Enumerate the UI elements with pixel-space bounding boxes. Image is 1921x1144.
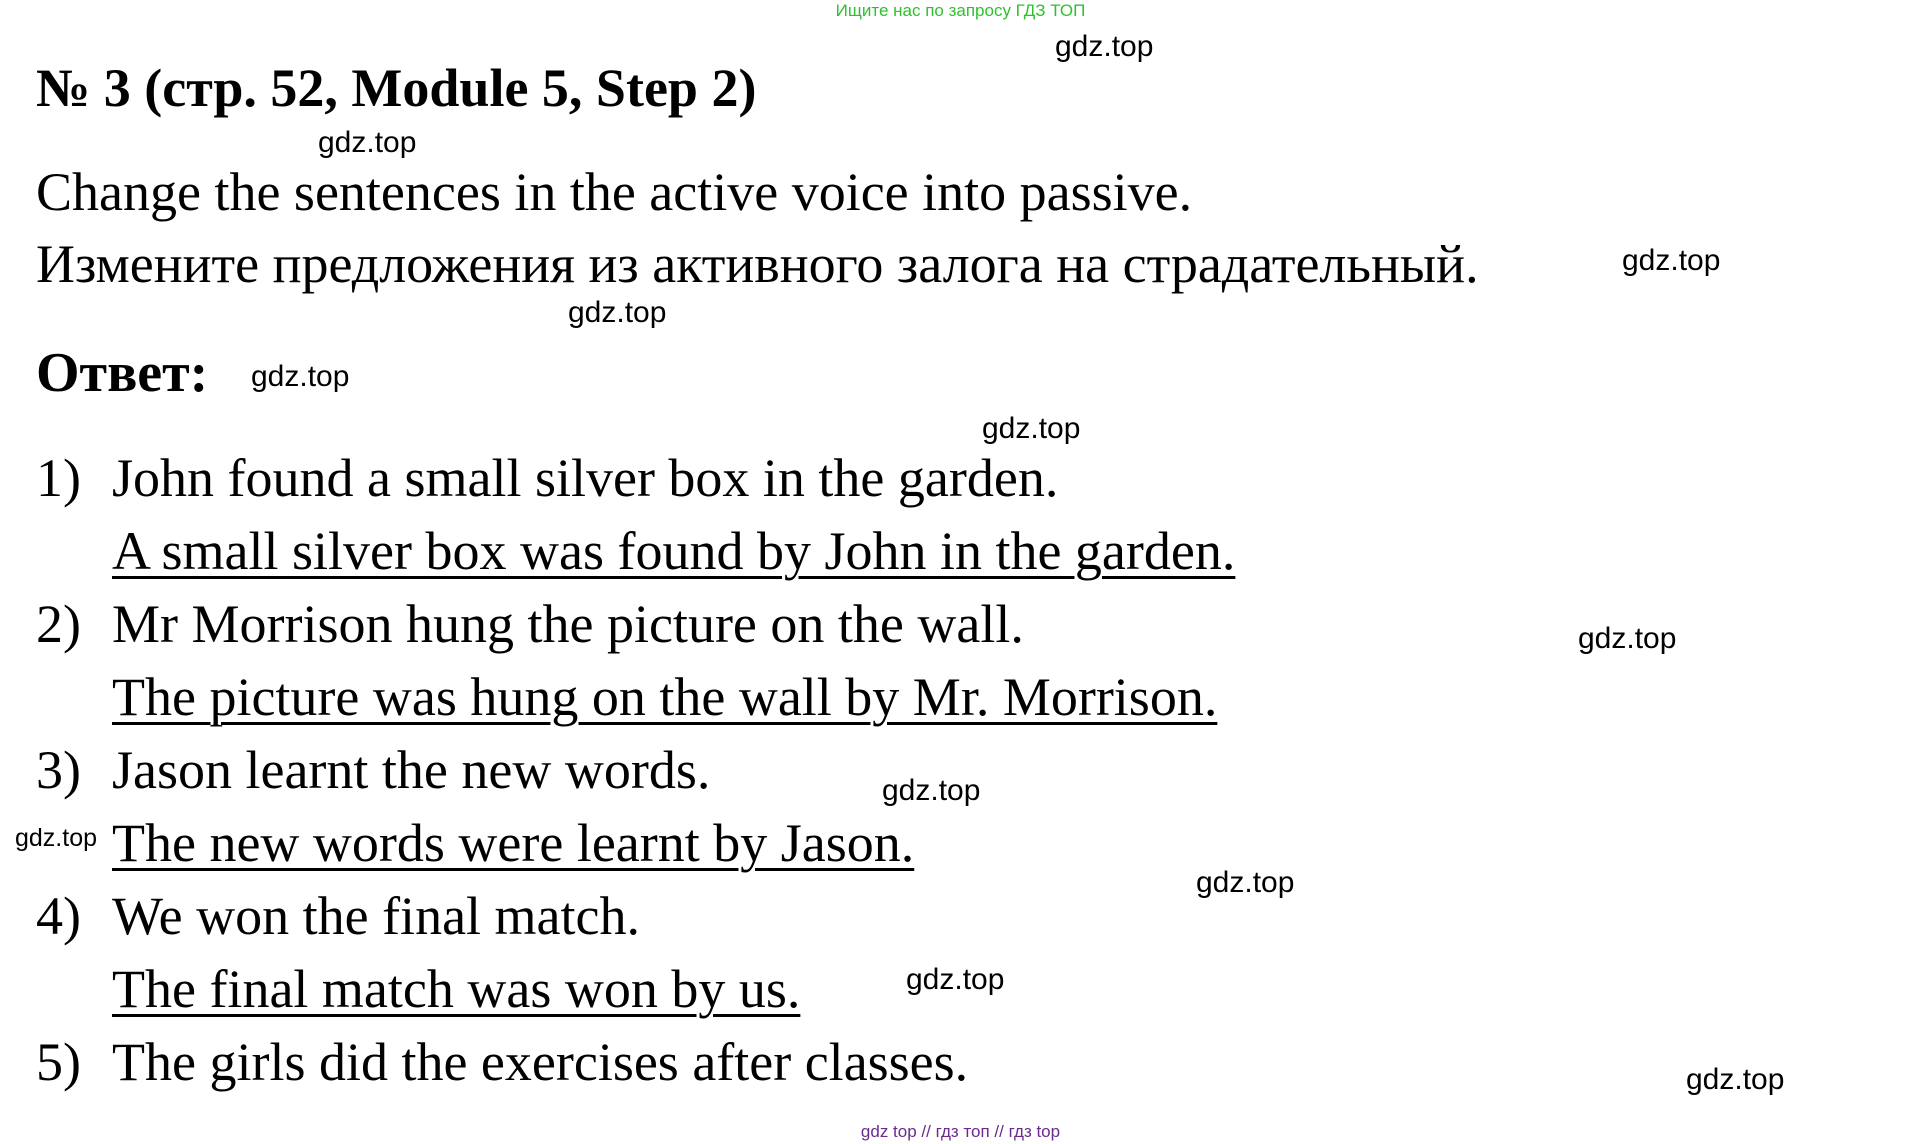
item-number: 3) xyxy=(36,740,81,800)
passive-sentence: A small silver box was found by John in the garden. xyxy=(112,521,1236,581)
exercise-heading: № 3 (стр. 52, Module 5, Step 2) xyxy=(36,58,757,118)
passive-sentence: The final match was won by us. xyxy=(112,959,801,1019)
active-sentence: Jason learnt the new words. xyxy=(112,740,711,800)
watermark-text: gdz.top xyxy=(1196,866,1295,899)
watermark-text: gdz.top xyxy=(1622,244,1721,277)
footer-links[interactable]: gdz top // гдз топ // гдз top xyxy=(860,1122,1061,1141)
watermark-text: gdz.top xyxy=(882,774,981,807)
item-number: 2) xyxy=(36,594,81,654)
active-sentence: We won the final match. xyxy=(112,886,640,946)
watermark-text: gdz.top xyxy=(1578,622,1677,655)
item-number: 1) xyxy=(36,448,81,508)
top-banner-link[interactable]: Ищите нас по запросу ГДЗ ТОП xyxy=(835,1,1086,20)
watermark-text: gdz.top xyxy=(568,296,667,329)
item-number: 4) xyxy=(36,886,81,946)
watermark-text: gdz.top xyxy=(1055,30,1154,63)
item-number: 5) xyxy=(36,1032,81,1092)
watermark-text: gdz.top xyxy=(15,824,98,852)
passive-sentence: The picture was hung on the wall by Mr. Morrison. xyxy=(112,667,1218,727)
watermark-text: gdz.top xyxy=(906,963,1005,996)
active-sentence: John found a small silver box in the garden. xyxy=(112,448,1059,508)
watermark-text: gdz.top xyxy=(1686,1063,1785,1096)
active-sentence: Mr Morrison hung the picture on the wall. xyxy=(112,594,1024,654)
instruction-russian: Измените предложения из активного залога на страдательный. xyxy=(36,234,1479,294)
watermark-text: gdz.top xyxy=(318,126,417,159)
instruction-english: Change the sentences in the active voice into passive. xyxy=(36,162,1193,222)
watermark-text: gdz.top xyxy=(982,412,1081,445)
answer-label: Ответ: xyxy=(36,342,209,404)
watermark-text: gdz.top xyxy=(251,360,350,393)
passive-sentence: The new words were learnt by Jason. xyxy=(112,813,915,873)
active-sentence: The girls did the exercises after classes. xyxy=(112,1032,969,1092)
